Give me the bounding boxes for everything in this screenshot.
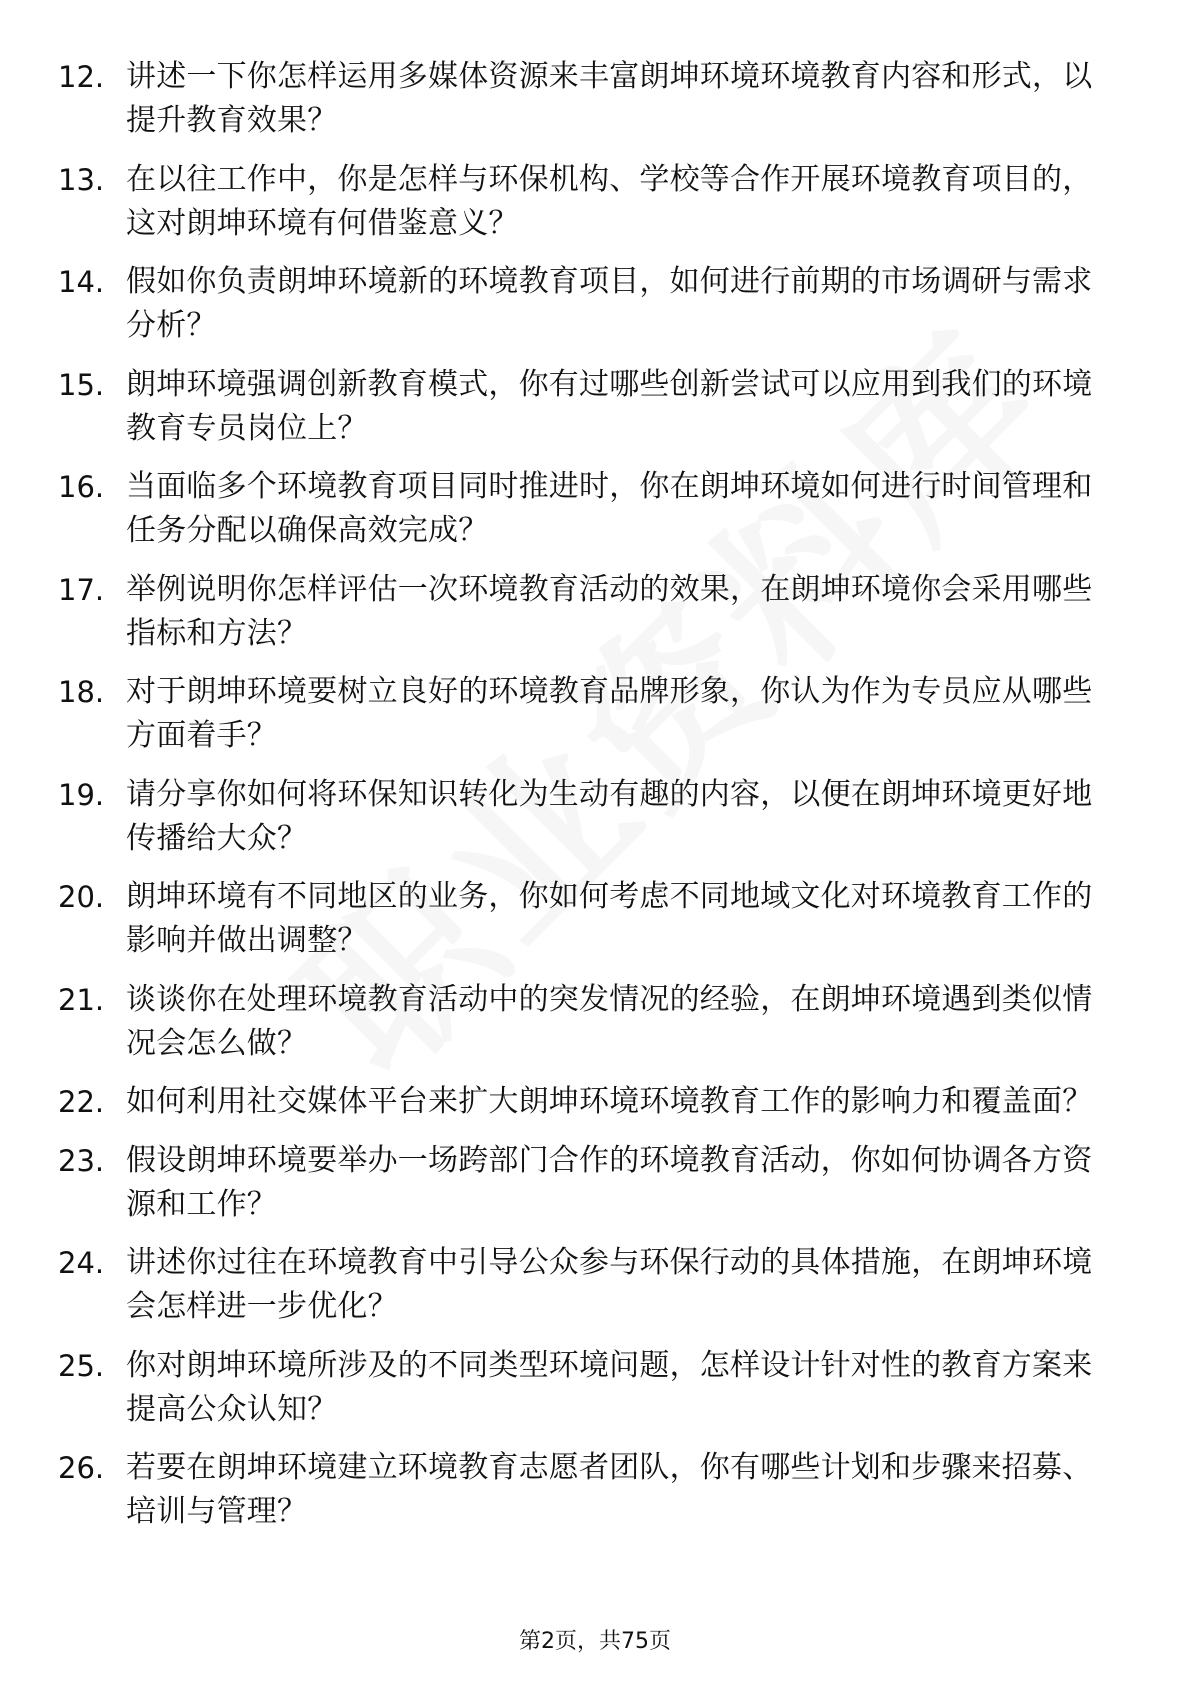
question-number: 26. bbox=[58, 1451, 105, 1485]
question-text: 在以往工作中，你是怎样与环保机构、学校等合作开展环境教育项目的，这对朗坤环境有何借鉴意义？ bbox=[126, 161, 1093, 241]
question-item bbox=[58, 465, 1118, 553]
question-text: 请分享你如何将环保知识转化为生动有趣的内容，以便在朗坤环境更好地传播给大众？ bbox=[126, 776, 1093, 856]
question-number: 21. bbox=[58, 982, 105, 1017]
question-number: 15. bbox=[58, 367, 105, 402]
question-number: 13. bbox=[58, 162, 105, 197]
question-text: 朗坤环境强调创新教育模式，你有过哪些创新尝试可以应用到我们的环境教育专员岗位上？ bbox=[126, 366, 1093, 446]
question-item bbox=[58, 1446, 1118, 1534]
question-text: 如何利用社交媒体平台来扩大朗坤环境环境教育工作的影响力和覆盖面？ bbox=[126, 1084, 1093, 1119]
question-item bbox=[58, 875, 1118, 963]
question-item bbox=[58, 978, 1118, 1066]
question-number: 20. bbox=[58, 880, 105, 914]
page-footer: 第2页，共75页 bbox=[519, 1629, 671, 1654]
question-text: 当面临多个环境教育项目同时推进时，你在朗坤环境如何进行时间管理和任务分配以确保高效完成？ bbox=[126, 469, 1093, 548]
question-text: 讲述一下你怎样运用多媒体资源来丰富朗坤环境环境教育内容和形式，以提升教育效果？ bbox=[126, 59, 1093, 138]
question-text: 假设朗坤环境要举办一场跨部门合作的环境教育活动，你如何协调各方资源和工作？ bbox=[126, 1142, 1093, 1222]
question-number: 12. bbox=[58, 60, 105, 94]
question-number: 22. bbox=[58, 1085, 105, 1119]
question-number: 19. bbox=[58, 777, 105, 812]
question-list bbox=[58, 55, 1118, 1549]
question-number: 25. bbox=[58, 1348, 105, 1383]
question-text: 朗坤环境有不同地区的业务，你如何考虑不同地域文化对环境教育工作的影响并做出调整？ bbox=[126, 879, 1093, 958]
question-text: 讲述你过往在环境教育中引导公众参与环保行动的具体措施，在朗坤环境会怎样进一步优化？ bbox=[126, 1245, 1093, 1324]
question-number: 18. bbox=[58, 675, 105, 709]
question-item bbox=[58, 1344, 1118, 1432]
question-text: 你对朗坤环境所涉及的不同类型环境问题，怎样设计针对性的教育方案来提高公众认知？ bbox=[126, 1347, 1093, 1427]
question-item bbox=[58, 773, 1118, 861]
question-item bbox=[58, 568, 1118, 656]
question-text: 若要在朗坤环境建立环境教育志愿者团队，你有哪些计划和步骤来招募、培训与管理？ bbox=[126, 1450, 1093, 1529]
question-item bbox=[58, 158, 1118, 246]
question-number: 24. bbox=[58, 1246, 105, 1280]
question-item bbox=[58, 1139, 1118, 1227]
question-text: 举例说明你怎样评估一次环境教育活动的效果，在朗坤环境你会采用哪些指标和方法？ bbox=[126, 571, 1093, 651]
question-text: 假如你负责朗坤环境新的环境教育项目，如何进行前期的市场调研与需求分析？ bbox=[126, 264, 1093, 343]
question-item bbox=[58, 1080, 1118, 1124]
question-number: 17. bbox=[58, 572, 105, 607]
question-item bbox=[58, 1241, 1118, 1329]
question-number: 23. bbox=[58, 1143, 105, 1178]
question-number: 16. bbox=[58, 470, 105, 504]
question-item bbox=[58, 55, 1118, 143]
question-item bbox=[58, 670, 1118, 758]
question-item bbox=[58, 260, 1118, 348]
question-text: 对于朗坤环境要树立良好的环境教育品牌形象，你认为作为专员应从哪些方面着手？ bbox=[126, 674, 1093, 753]
question-number: 14. bbox=[58, 265, 105, 299]
question-item bbox=[58, 363, 1118, 451]
question-text: 谈谈你在处理环境教育活动中的突发情况的经验，在朗坤环境遇到类似情况会怎么做？ bbox=[126, 981, 1093, 1061]
